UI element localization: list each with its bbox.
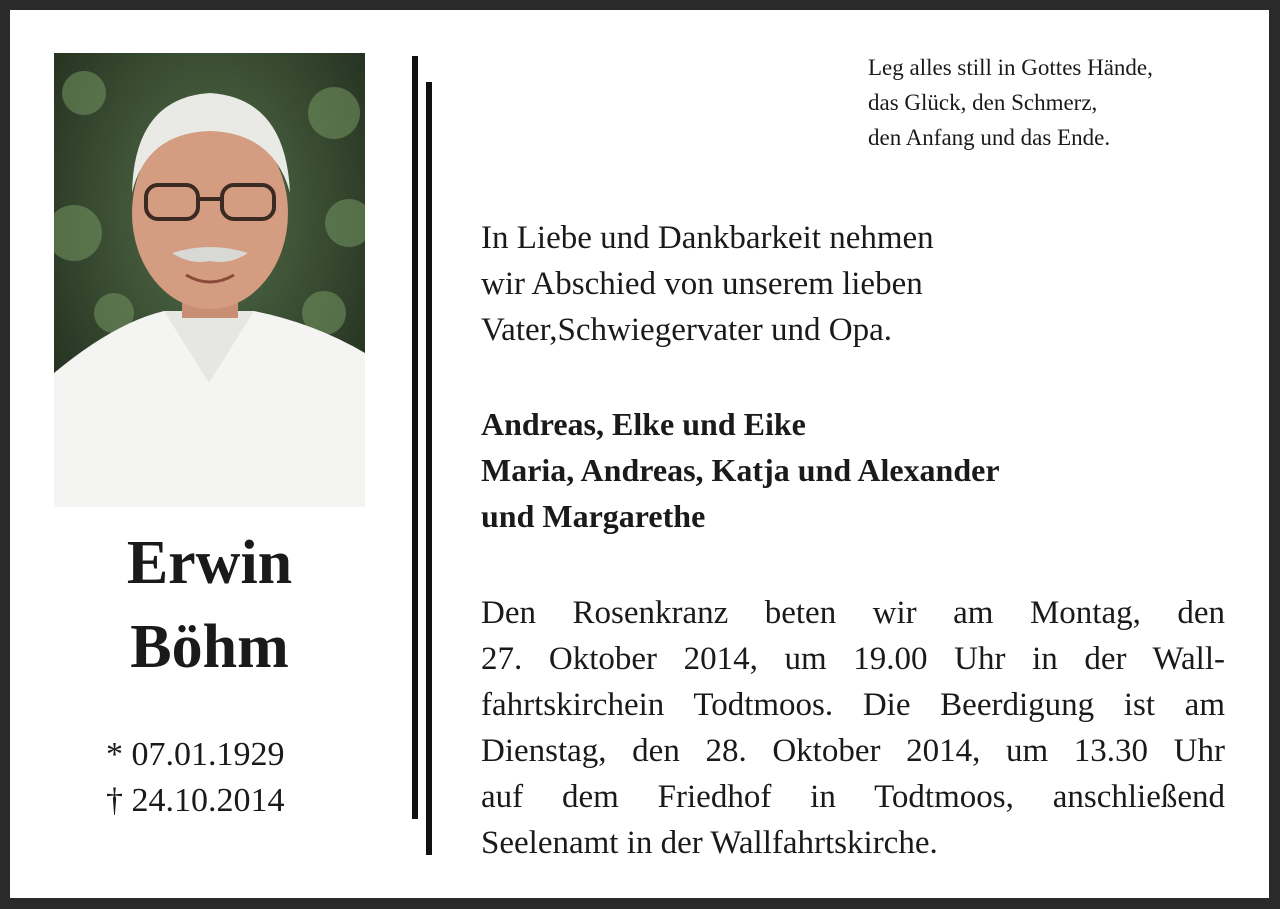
service-line: Dienstag, den 28. Oktober 2014, um 13.30 Uhr (481, 733, 1225, 769)
service-line: 27. Oktober 2014, um 19.00 Uhr in der Wall- (481, 641, 1225, 677)
verse-line: den Anfang und das Ende. (868, 125, 1111, 150)
farewell-line: In Liebe und Dankbarkeit nehmen (481, 220, 934, 256)
service-line: Seelenamt in der Wallfahrtskirche. (481, 825, 938, 861)
family-line: Maria, Andreas, Katja und Alexander (481, 452, 1000, 488)
verse-line: das Glück, den Schmerz, (868, 90, 1098, 115)
farewell-line: Vater,Schwiegervater und Opa. (481, 312, 893, 348)
death-date: † 24.10.2014 (106, 782, 285, 819)
farewell-line: wir Abschied von unserem lieben (481, 266, 923, 302)
family-line: Andreas, Elke und Eike (481, 406, 806, 442)
obituary-card (10, 10, 1269, 898)
deceased-first-name: Erwin (126, 529, 293, 597)
service-line: Den Rosenkranz beten wir am Montag, den (481, 595, 1225, 631)
farewell-text (481, 215, 934, 353)
divider-rule-2 (426, 82, 432, 855)
verse-line: Leg alles still in Gottes Hände, (868, 55, 1153, 80)
memorial-verse (868, 50, 1153, 155)
birth-date: * 07.01.1929 (106, 736, 285, 773)
family-line: und Margarethe (481, 498, 706, 534)
divider-rule-1 (412, 56, 418, 819)
portrait-photo (54, 53, 365, 507)
deceased-last-name: Böhm (130, 613, 289, 681)
service-line: auf dem Friedhof in Todtmoos, anschließend (481, 779, 1225, 815)
family-names (481, 401, 1000, 539)
service-details (481, 590, 1225, 866)
service-line: fahrtskirchein Todtmoos. Die Beerdigung ist am (481, 687, 1225, 723)
life-dates (106, 732, 285, 824)
